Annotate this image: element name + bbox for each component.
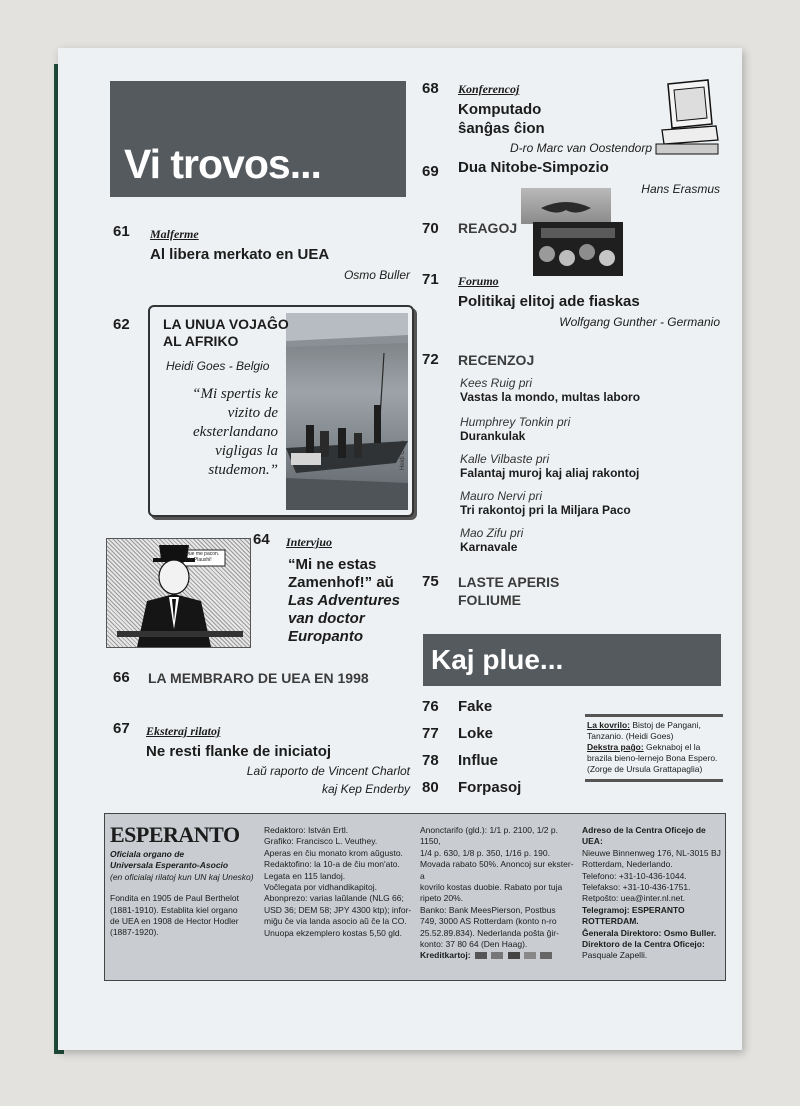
man-with-hat-cartoon [107, 539, 250, 647]
kaj-item-1-number: 76 [422, 698, 439, 715]
entry-70-title[interactable]: REAGOJ [458, 220, 518, 236]
footer-col-3: Anonctarifo (gld.): 1/1 p. 2100, 1/2 p. 1150, 1/4 p. 630, 1/8 p. 350, 1/16 p. 190. Movada rabato 50%. Anoncoj sur ekster-a kovrilo kostas duobie. Rabato por tuja ripeto 20%. Banko: Bank MeesPierson, Postbus 749, 3000 AS Rotterdam (konto n-ro 25.52.89.834). Nederlanda poŝta ĝir- konto: 37 80 64 (Den Haag). Kreditkartoj: [420, 825, 574, 961]
entry-64-title-line5[interactable]: Europanto [288, 628, 363, 645]
review-5-title[interactable]: Karnavale [460, 540, 518, 554]
review-5-author: Mao Zifu pri [460, 526, 524, 540]
entry-67-title[interactable]: Ne resti flanke de iniciatoj [146, 743, 332, 760]
entry-71-section: Forumo [458, 274, 499, 288]
entry-64-title-line3[interactable]: Las Adventures [288, 592, 400, 609]
kaj-item-3-title[interactable]: Influe [458, 752, 498, 769]
footer-col-4: Adreso de la Centra Oficejo de UEA: Nieuwe Binnenweg 176, NL-3015 BJ Rotterdam, Nederlando. Telefono: +31-10-436-1044. Telefakso: +31-10-436-1751. Retpoŝto: uea@inter.nl.net. Telegramoj: ESPERANTO ROTTERDAM. Ĝenerala Direktoro: Osmo Buller. Direktoro de la Centra Oficejo: Pasquale Zapelli. [582, 825, 721, 961]
computer-icon [654, 78, 720, 158]
kaj-item-1-title[interactable]: Fake [458, 698, 493, 715]
entry-69-number: 69 [422, 163, 439, 180]
review-4-title[interactable]: Tri rakontoj pri la Miljara Paco [460, 503, 631, 517]
footer-col-1: ESPERANTO Oficiala organo de Universala Esperanto-Asocio (en oficialaj rilatoj kun UN kaj Unesko) Fondita en 1905 de Paul Berthelot (1881-1910). Establita kiel organo de UEA en 1908 de Hector Hodler (1887-1920). [110, 823, 260, 939]
entry-67-author-line1: Laŭ raporto de Vincent Charlot [246, 764, 410, 778]
review-3-author: Kalle Vilbaste pri [460, 452, 550, 466]
entry-68-number: 68 [422, 80, 439, 97]
entry-61-author: Osmo Buller [343, 268, 410, 282]
entry-71-author: Wolfgang Gunther - Germanio [559, 315, 720, 329]
review-1-author: Kees Ruig pri [460, 376, 533, 390]
mustache-photo [521, 188, 611, 224]
entry-62-number: 62 [113, 316, 130, 333]
kaj-item-4-number: 80 [422, 779, 439, 796]
entry-68-section: Konferencoj [458, 82, 520, 96]
speech-bubble-text: Que me pacon. Die Plaushi! [185, 551, 220, 563]
entry-72-title[interactable]: RECENZOJ [458, 352, 535, 368]
entry-62-title-line2[interactable]: AL AFRIKO [163, 333, 239, 349]
entry-61-section: Malferme [150, 227, 199, 241]
esperanto-logo: ESPERANTO [110, 822, 240, 847]
entry-72-number: 72 [422, 351, 439, 368]
cover-note: La kovrilo: Bistoj de Pangani, Tanzanio. (Heidi Goes) Dekstra paĝo: Geknaboj el la brazila bieno-lernejo Bona Espero. (Zorge de Ursula Grattapaglia) [585, 714, 723, 782]
entry-64-title-line4[interactable]: van doctor [288, 610, 365, 627]
review-4-author: Mauro Nervi pri [460, 489, 543, 503]
entry-62-photo [286, 313, 408, 510]
entry-69-title[interactable]: Dua Nitobe-Simpozio [458, 159, 609, 176]
entry-61-title[interactable]: Al libera merkato en UEA [150, 246, 330, 263]
kaj-plue-banner [423, 634, 721, 686]
entry-68-author: D-ro Marc van Oostendorp [509, 141, 652, 155]
entry-64-number: 64 [253, 531, 270, 548]
entry-67-number: 67 [113, 720, 130, 737]
entry-69-author: Hans Erasmus [641, 182, 720, 196]
review-1-title[interactable]: Vastas la mondo, multas laboro [460, 390, 641, 404]
kaj-item-3-number: 78 [422, 752, 439, 769]
entry-61-number: 61 [113, 223, 130, 240]
entry-62-author: Heidi Goes - Belgio [166, 359, 270, 373]
page-title: Vi trovos... [124, 141, 321, 187]
entry-71-title[interactable]: Politikaj elitoj ade fiaskas [458, 293, 640, 310]
review-3-title[interactable]: Falantaj muroj kaj aliaj rakontoj [460, 466, 640, 480]
entry-66-number: 66 [113, 669, 130, 686]
page-title-banner [110, 81, 406, 197]
entry-68-title-line2[interactable]: ŝanĝas ĉion [458, 120, 545, 137]
credit-card-icons [473, 951, 553, 962]
entry-64-title-line2[interactable]: Zamenhof!” aŭ [288, 574, 394, 591]
entry-64-title-line1[interactable]: “Mi ne estas [288, 556, 377, 573]
kaj-plue-title: Kaj plue... [431, 644, 564, 675]
entry-62-quote: “Mi spertis ke vizito de eksterlandano vigligas la studemon.” [192, 386, 278, 478]
entry-75-number: 75 [422, 573, 439, 590]
footer-col-2: Redaktoro: István Ertl. Grafiko: Francisco L. Veuthey. Aperas en ĉiu monato krom aŭgusto. Redaktofino: la 10-a de ĉiu mon'ato. Legata en 115 landoj. Voĉlegata por vidhandikapitoj. Abonprezo: varias laŭlande (NLG 66; USD 36; DEM 58; JPY 4300 ktp); infor- miĝu ĉe via landa asocio aŭ ĉe la CO. Unuopa ekzemplero kostas 5,50 gld. [264, 825, 412, 938]
review-2-title[interactable]: Durankulak [460, 429, 526, 443]
medals-photo [533, 222, 623, 276]
entry-71-number: 71 [422, 271, 439, 288]
entry-67-section: Eksteraj rilatoj [146, 724, 221, 738]
entry-68-title-line1[interactable]: Komputado [458, 101, 542, 118]
kaj-item-2-number: 77 [422, 725, 439, 742]
kaj-item-2-title[interactable]: Loke [458, 725, 494, 742]
entry-62-title-line1[interactable]: LA UNUA VOJAĜO [163, 316, 289, 332]
entry-67-author-line2: kaj Kep Enderby [321, 782, 410, 796]
entry-70-number: 70 [422, 220, 439, 237]
entry-75-title-line1[interactable]: LASTE APERIS [458, 574, 560, 590]
entry-64-section: Intervjuo [286, 535, 333, 549]
photo-credit: Heidi Goes [400, 440, 406, 470]
entry-66-title[interactable]: LA MEMBRARO DE UEA EN 1998 [148, 670, 369, 686]
kaj-item-4-title[interactable]: Forpasoj [458, 779, 522, 796]
entry-75-title-line2[interactable]: FOLIUME [458, 592, 521, 608]
boat-scene-illustration [286, 313, 408, 510]
cartoon-illustration [106, 538, 251, 648]
review-2-author: Humphrey Tonkin pri [460, 415, 571, 429]
